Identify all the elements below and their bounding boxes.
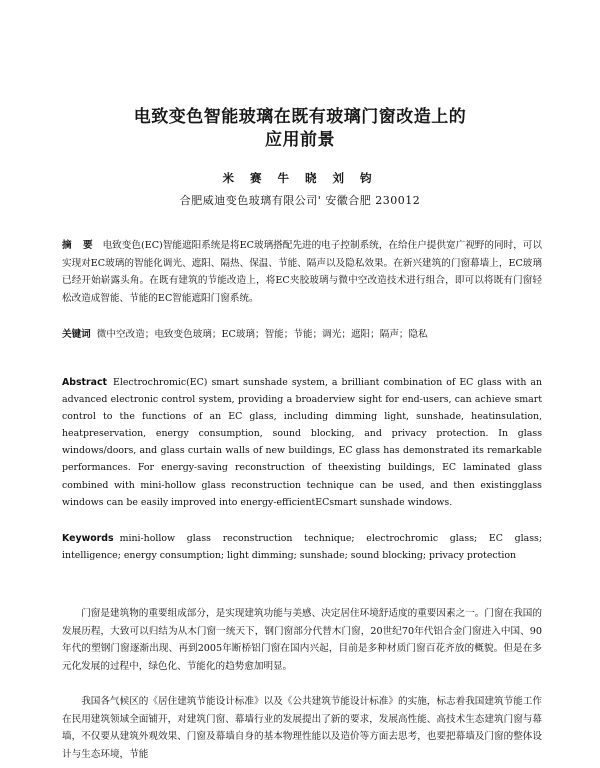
abstract-en-text: Electrochromic(EC) smart sunshade system, a brilliant combination of EC glass with an advanced electronic control system, providing a broaderview sight for end-users, can achieve smart control to the functions of an EC glass, including dimming light, sunshade, heatinsulation, heatpreservation, energy consumption, sound blocking, and privacy protection. In glass windows/doors, and glass curtain walls of new buildings, EC glass has demonstrated its remarkable performances. For energy-saving reconstruction of theexisting buildings, EC laminated glass combined with mini-hollow glass reconstruction technique can be used, and then existingglass windows can be easily improved into energy-efficientECsmart sunshade windows. bbox=[62, 377, 542, 508]
body-paragraph-2: 我国各气候区的《居住建筑节能设计标准》以及《公共建筑节能设计标准》的实施，标志着我国建筑节能工作在民用建筑领域全面铺开，对建筑门窗、幕墙行业的发展提出了新的要求，发展高性能、高技术生态建筑门窗与幕墙，不仅要从建筑外观效果、门窗及幕墙自身的基本物理性能以及造价等方面去思考，也要把幕墙及门窗的整体设计与生态环境，节能 bbox=[62, 696, 542, 760]
abstract-en-label: Abstract bbox=[62, 377, 108, 388]
abstract-cn-text: 电致变色(EC)智能遮阳系统是将EC玻璃搭配先进的电子控制系统，在给住户提供宽广视野的同时，可以实现对EC玻璃的智能化调光、遮阳、隔热、保温、节能、隔声以及隐私效果。在新兴建筑的门窗幕墙上，EC玻璃已经开始崭露头角。在既有建筑的节能改造上，将EC夹胶玻璃与微中空改造技术进行组合，即可以将既有门窗轻松改造成智能、节能的EC智能遮阳门窗系统。 bbox=[62, 240, 542, 304]
author-list: 米 赛 牛 晓 刘 钧 bbox=[222, 171, 378, 185]
keywords-en-label: Keywords bbox=[62, 533, 114, 544]
keywords-cn-label: 关键词 bbox=[62, 329, 91, 340]
abstract-en bbox=[62, 374, 542, 511]
keywords-cn-text: 微中空改造；电致变色玻璃；EC玻璃；智能；节能；调光；遮阳；隔声；隐私 bbox=[96, 329, 428, 340]
abstract-cn-label: 摘 要 bbox=[62, 240, 97, 251]
paper-title-line2: 应用前景 bbox=[265, 130, 335, 150]
keywords-en bbox=[62, 530, 542, 564]
keywords-cn bbox=[62, 326, 542, 344]
abstract-cn bbox=[62, 237, 542, 307]
keywords-en-text: mini-hollow glass reconstruction technique; electrochromic glass; EC glass; intelligence; energy consumption; light dimming; sunshade; sound blocking; privacy protection bbox=[62, 533, 542, 562]
affiliation: 合肥威迪变色玻璃有限公司' 安徽合肥 230012 bbox=[179, 194, 421, 207]
body-paragraph-1: 门窗是建筑物的重要组成部分，是实现建筑功能与美感、决定居住环境舒适度的重要因素之一。门窗在我国的发展历程，大致可以归结为从木门窗一统天下，钢门窗部分代替木门窗，20世纪70年代铝合金门窗进入中国、90年代的塑钢门窗逐渐出现、再到2005年断桥铝门窗在国内兴起，目前是多种材质门窗百花齐放的概貌。但是在多元化发展的过程中，绿色化、节能化的趋势愈加明显。 bbox=[62, 608, 542, 672]
paper-title-line1: 电致变色智能玻璃在既有玻璃门窗改造上的 bbox=[133, 107, 467, 127]
